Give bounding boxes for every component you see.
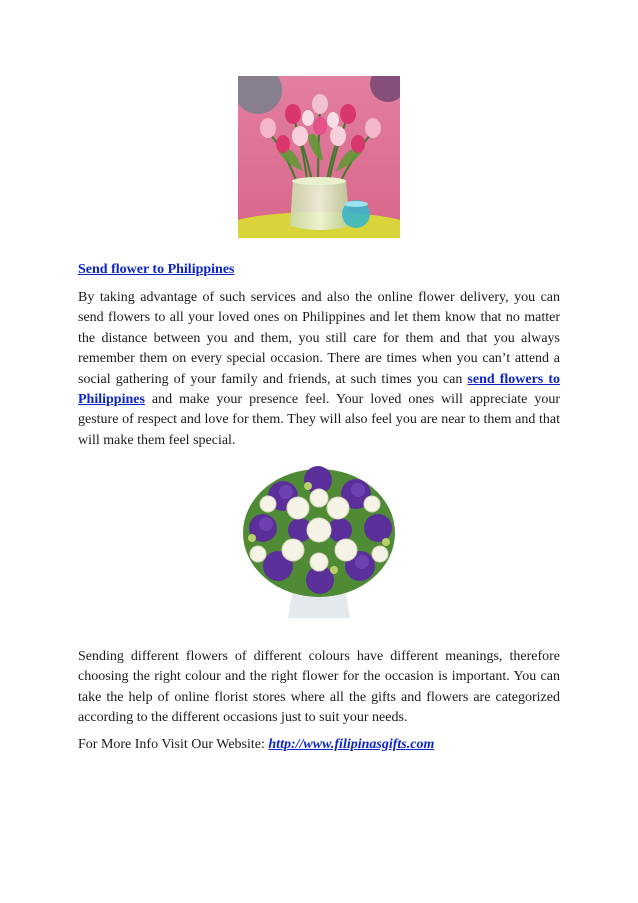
website-url-link[interactable]: http://www.filipinasgifts.com bbox=[268, 737, 435, 752]
website-info bbox=[78, 735, 560, 755]
send-flowers-link[interactable]: send flowers to Philippines bbox=[78, 371, 560, 408]
rose-bouquet-image bbox=[238, 458, 400, 620]
paragraph-colours: Sending different flowers of different colours have different meanings, therefore choosing the right colour and the right flower for the occasion is important. You can take the help of online florist stores where all the gifts and flowers are categorized according to the different occasions just to suit your needs. bbox=[78, 649, 560, 726]
paragraph-text-before-link: By taking advantage of such services and also the online flower delivery, you can send flowers to all your loved ones on Philippines and let them know that no matter the distance between you and them, you still care for them and that you always remember them on every special occasion. There are times when you can’t attend a social gathering of your family and friends, at such times you can bbox=[78, 290, 560, 387]
website-info-label: For More Info Visit Our Website: bbox=[78, 737, 269, 752]
tulip-bouquet-image bbox=[238, 76, 400, 238]
paragraph-delivery bbox=[78, 288, 560, 451]
paragraph-text-after-link: and make your presence feel. Your loved ones will appreciate your gesture of respect and love for them. They will also feel you are near to them and that will make them feel special. bbox=[78, 392, 560, 448]
section-heading[interactable]: Send flower to Philippines bbox=[78, 262, 235, 277]
